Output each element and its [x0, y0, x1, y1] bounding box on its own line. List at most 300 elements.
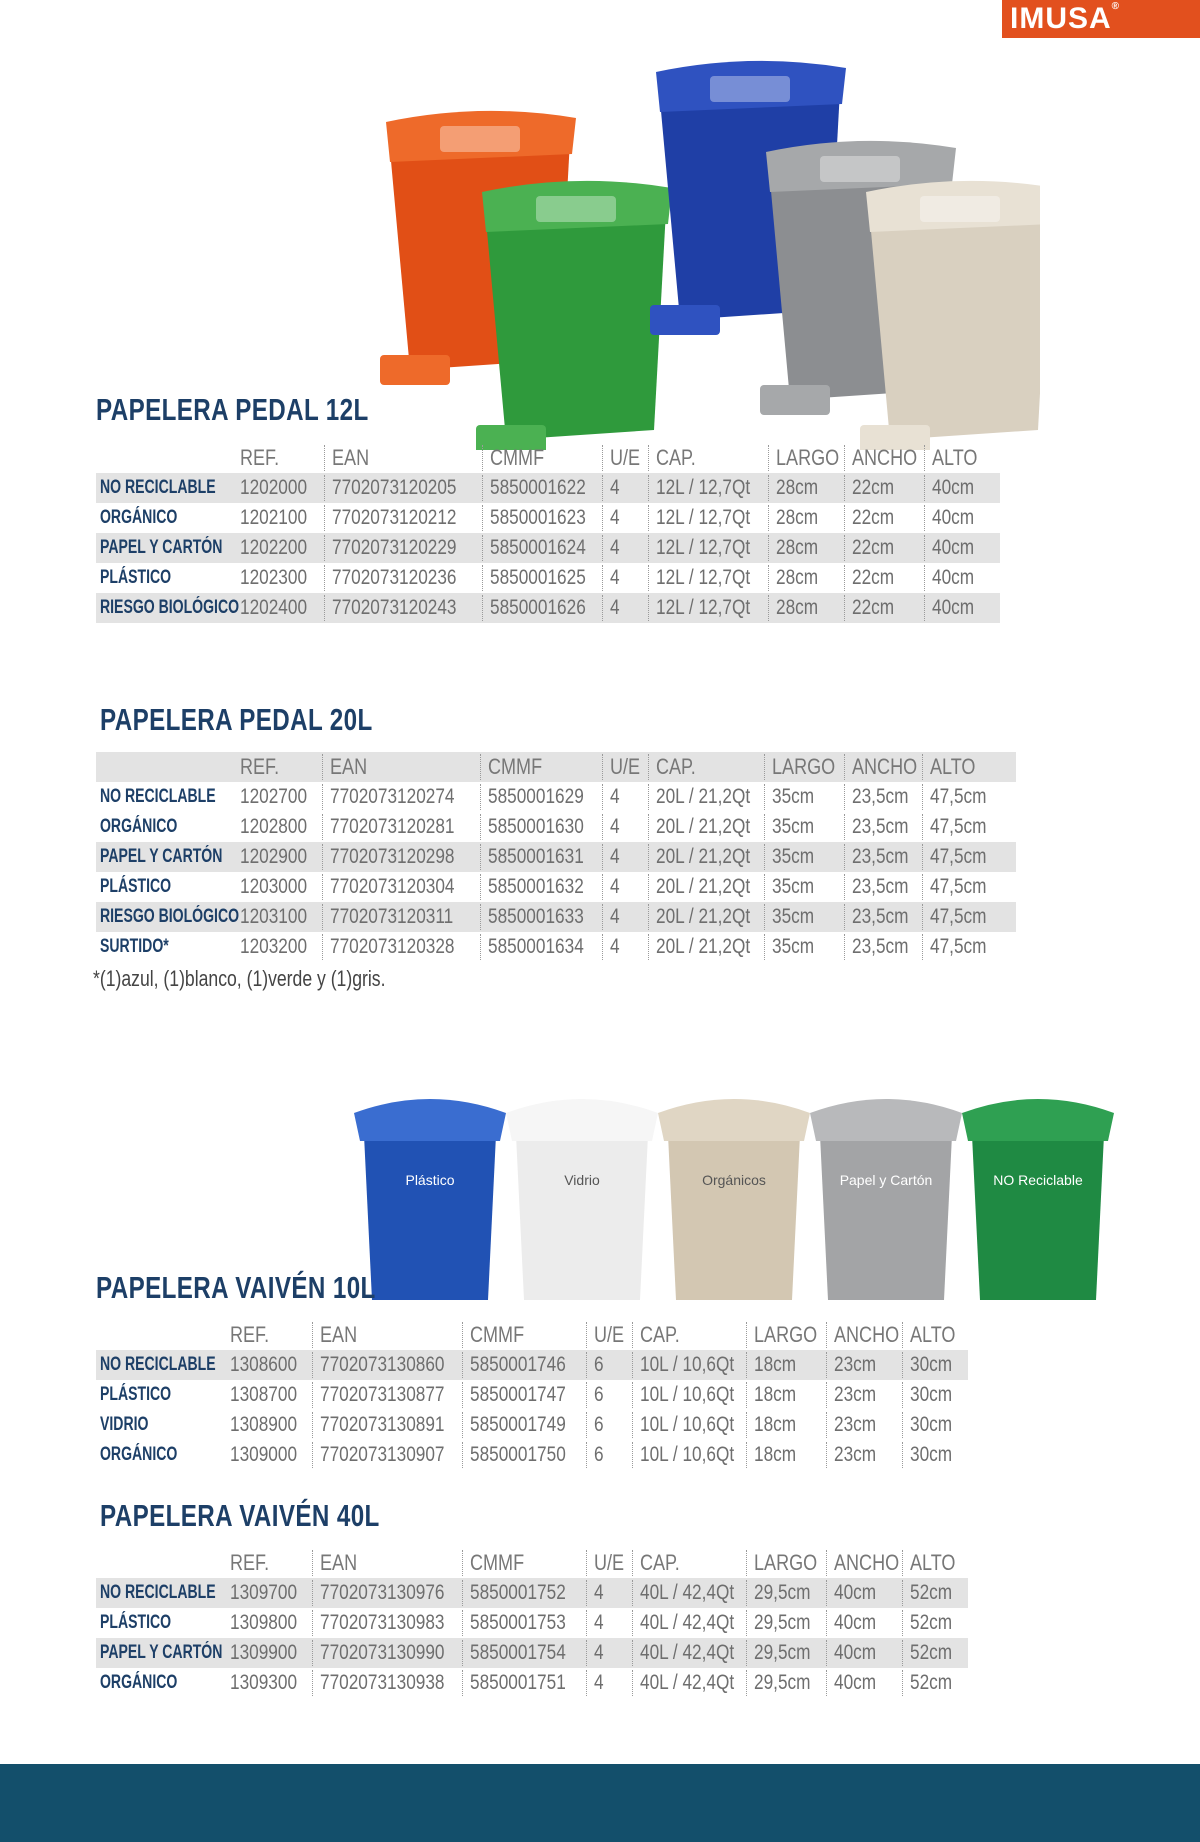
column-header: CMMF: [470, 1550, 525, 1575]
column-separator: [324, 475, 325, 501]
cell-ean: 7702073120229: [332, 536, 457, 559]
cell-ue: 4: [610, 935, 620, 958]
bin-body: [820, 1135, 952, 1300]
column-header: U/E: [610, 754, 641, 779]
column-separator: [648, 934, 649, 960]
column-separator: [482, 595, 483, 621]
column-header: LARGO: [754, 1322, 818, 1347]
cell-largo: 35cm: [772, 935, 815, 958]
column-separator: [826, 1442, 827, 1468]
cell-alto: 40cm: [932, 476, 975, 499]
cell-cmmf: 5850001753: [470, 1611, 566, 1634]
column-separator: [902, 1322, 903, 1348]
column-separator: [312, 1610, 313, 1636]
column-separator: [312, 1550, 313, 1576]
column-separator: [922, 784, 923, 810]
bin-body: [364, 1135, 496, 1300]
column-separator: [902, 1550, 903, 1576]
cell-ue: 4: [610, 845, 620, 868]
cell-alto: 47,5cm: [930, 875, 987, 898]
column-separator: [586, 1322, 587, 1348]
column-separator: [648, 874, 649, 900]
bin-label-area: [536, 196, 616, 222]
row-label: PLÁSTICO: [100, 1612, 172, 1633]
column-header: ANCHO: [834, 1322, 900, 1347]
cell-ue: 4: [610, 506, 620, 529]
column-separator: [480, 754, 481, 780]
cell-ancho: 22cm: [852, 506, 895, 529]
column-separator: [480, 934, 481, 960]
bin-body: [516, 1135, 648, 1300]
cell-ref: 1308600: [230, 1353, 298, 1376]
cell-ue: 4: [610, 875, 620, 898]
cell-alto: 40cm: [932, 506, 975, 529]
column-separator: [826, 1352, 827, 1378]
column-separator: [768, 445, 769, 471]
cell-alto: 40cm: [932, 566, 975, 589]
cell-alto: 40cm: [932, 536, 975, 559]
bin-label-area: [440, 126, 520, 152]
cell-ref: 1203200: [240, 935, 308, 958]
column-separator: [602, 754, 603, 780]
cell-alto: 52cm: [910, 1611, 953, 1634]
column-header: CMMF: [488, 754, 543, 779]
cell-ref: 1202100: [240, 506, 308, 529]
column-separator: [324, 505, 325, 531]
column-separator: [322, 754, 323, 780]
cell-ref: 1308900: [230, 1413, 298, 1436]
column-separator: [480, 874, 481, 900]
cell-ref: 1309300: [230, 1671, 298, 1694]
row-label: RIESGO BIOLÓGICO: [100, 906, 240, 927]
column-separator: [482, 565, 483, 591]
cell-ancho: 23,5cm: [852, 815, 909, 838]
table-row: [96, 1350, 968, 1380]
column-separator: [924, 475, 925, 501]
cell-ancho: 23,5cm: [852, 875, 909, 898]
column-separator: [844, 904, 845, 930]
column-separator: [648, 844, 649, 870]
cell-ancho: 23,5cm: [852, 845, 909, 868]
column-separator: [844, 595, 845, 621]
cell-ref: 1309800: [230, 1611, 298, 1634]
column-separator: [322, 874, 323, 900]
cell-ue: 4: [610, 815, 620, 838]
column-separator: [648, 754, 649, 780]
column-header: CAP.: [656, 445, 696, 470]
column-separator: [312, 1670, 313, 1696]
cell-cap: 10L / 10,6Qt: [640, 1413, 735, 1436]
column-separator: [482, 505, 483, 531]
cell-ancho: 23,5cm: [852, 935, 909, 958]
cell-ean: 7702073120311: [330, 905, 454, 928]
cell-ref: 1308700: [230, 1383, 298, 1406]
column-separator: [844, 565, 845, 591]
table-row: [96, 473, 1000, 503]
column-separator: [844, 844, 845, 870]
cell-ref: 1202800: [240, 815, 308, 838]
section-title-vaiven-10l: PAPELERA VAIVÉN 10L: [96, 1270, 376, 1305]
cell-ean: 7702073120236: [332, 566, 457, 589]
column-separator: [648, 595, 649, 621]
cell-cmmf: 5850001749: [470, 1413, 566, 1436]
cell-ancho: 40cm: [834, 1641, 877, 1664]
column-separator: [844, 754, 845, 780]
bin-lid: [506, 1099, 658, 1141]
cell-cap: 10L / 10,6Qt: [640, 1443, 735, 1466]
cell-ref: 1202400: [240, 596, 308, 619]
swing-bin: [658, 1099, 810, 1300]
column-separator: [746, 1412, 747, 1438]
table-header: [96, 443, 1000, 473]
column-separator: [462, 1442, 463, 1468]
column-header: ALTO: [910, 1322, 956, 1347]
cell-ref: 1202900: [240, 845, 308, 868]
column-separator: [462, 1382, 463, 1408]
column-separator: [586, 1412, 587, 1438]
column-separator: [480, 844, 481, 870]
cell-ue: 6: [594, 1443, 604, 1466]
cell-cap: 10L / 10,6Qt: [640, 1383, 735, 1406]
row-label: PAPEL Y CARTÓN: [100, 846, 223, 867]
cell-ean: 7702073130938: [320, 1671, 445, 1694]
pedal: [760, 385, 830, 415]
cell-cmmf: 5850001624: [490, 536, 586, 559]
cell-largo: 29,5cm: [754, 1671, 811, 1694]
column-header: CAP.: [656, 754, 696, 779]
column-separator: [746, 1670, 747, 1696]
column-separator: [844, 934, 845, 960]
bin-body: [972, 1135, 1104, 1300]
cell-ancho: 40cm: [834, 1671, 877, 1694]
column-separator: [922, 904, 923, 930]
column-separator: [746, 1580, 747, 1606]
bin-label-area: [920, 196, 1000, 222]
column-separator: [602, 844, 603, 870]
cell-ancho: 23cm: [834, 1383, 877, 1406]
column-separator: [746, 1610, 747, 1636]
column-separator: [826, 1610, 827, 1636]
cell-alto: 52cm: [910, 1581, 953, 1604]
table-row: [96, 533, 1000, 563]
column-header: REF.: [240, 754, 280, 779]
column-separator: [764, 814, 765, 840]
row-label: NO RECICLABLE: [100, 786, 216, 807]
column-separator: [322, 844, 323, 870]
column-separator: [462, 1550, 463, 1576]
column-header: U/E: [594, 1550, 625, 1575]
column-separator: [826, 1670, 827, 1696]
column-separator: [902, 1412, 903, 1438]
cell-ue: 4: [610, 476, 620, 499]
cell-ue: 4: [610, 596, 620, 619]
table-header: [96, 752, 1016, 782]
column-separator: [768, 475, 769, 501]
column-separator: [312, 1580, 313, 1606]
cell-ref: 1202300: [240, 566, 308, 589]
row-label: NO RECICLABLE: [100, 1582, 216, 1603]
table-row: [96, 842, 1016, 872]
column-separator: [586, 1580, 587, 1606]
cell-ue: 4: [610, 536, 620, 559]
table-row: [96, 563, 1000, 593]
cell-largo: 28cm: [776, 476, 819, 499]
column-separator: [602, 505, 603, 531]
row-label: NO RECICLABLE: [100, 477, 216, 498]
swing-bins-image: [350, 1085, 1150, 1315]
column-separator: [648, 445, 649, 471]
column-separator: [322, 784, 323, 810]
cell-alto: 47,5cm: [930, 785, 987, 808]
cell-ue: 6: [594, 1413, 604, 1436]
cell-cmmf: 5850001631: [488, 845, 584, 868]
cell-ue: 4: [594, 1581, 604, 1604]
cell-alto: 52cm: [910, 1641, 953, 1664]
column-separator: [602, 784, 603, 810]
cell-ancho: 23cm: [834, 1413, 877, 1436]
column-separator: [632, 1610, 633, 1636]
swing-bin: [810, 1099, 962, 1300]
column-separator: [648, 535, 649, 561]
cell-largo: 35cm: [772, 785, 815, 808]
column-separator: [648, 814, 649, 840]
cell-ref: 1202200: [240, 536, 308, 559]
cell-ean: 7702073120281: [330, 815, 455, 838]
column-separator: [482, 475, 483, 501]
row-label: ORGÁNICO: [100, 507, 178, 528]
section-title-pedal-20l: PAPELERA PEDAL 20L: [100, 702, 373, 737]
table-header: [96, 1548, 968, 1578]
column-separator: [922, 844, 923, 870]
column-header: REF.: [230, 1322, 270, 1347]
column-separator: [844, 535, 845, 561]
column-separator: [648, 904, 649, 930]
column-separator: [482, 445, 483, 471]
cell-ean: 7702073130990: [320, 1641, 445, 1664]
cell-ean: 7702073130983: [320, 1611, 445, 1634]
table-row: [96, 1440, 968, 1470]
pedal-bins-image: [380, 30, 1040, 450]
cell-cmmf: 5850001746: [470, 1353, 566, 1376]
column-separator: [648, 505, 649, 531]
column-header: ALTO: [910, 1550, 956, 1575]
pedal: [380, 355, 450, 385]
cell-cap: 20L / 21,2Qt: [656, 935, 751, 958]
table-row: [96, 872, 1016, 902]
column-separator: [632, 1442, 633, 1468]
column-separator: [746, 1442, 747, 1468]
cell-largo: 28cm: [776, 536, 819, 559]
column-separator: [312, 1382, 313, 1408]
column-separator: [844, 475, 845, 501]
column-separator: [602, 874, 603, 900]
cell-ancho: 23,5cm: [852, 785, 909, 808]
cell-ancho: 23,5cm: [852, 905, 909, 928]
brand-logo: IMUSA®: [1002, 0, 1200, 38]
column-separator: [746, 1322, 747, 1348]
row-label: PLÁSTICO: [100, 1384, 172, 1405]
cell-ue: 4: [610, 566, 620, 589]
column-separator: [324, 595, 325, 621]
column-separator: [924, 505, 925, 531]
cell-cmmf: 5850001750: [470, 1443, 566, 1466]
cell-ean: 7702073130891: [320, 1413, 445, 1436]
cell-cap: 40L / 42,4Qt: [640, 1581, 735, 1604]
cell-cap: 20L / 21,2Qt: [656, 905, 751, 928]
column-separator: [602, 535, 603, 561]
column-separator: [768, 505, 769, 531]
table-row: [96, 812, 1016, 842]
table-row: [96, 1638, 968, 1668]
cell-cap: 10L / 10,6Qt: [640, 1353, 735, 1376]
column-header: U/E: [594, 1322, 625, 1347]
column-separator: [922, 874, 923, 900]
column-separator: [462, 1352, 463, 1378]
bin-label: NO Reciclable: [993, 1172, 1083, 1188]
cell-cap: 20L / 21,2Qt: [656, 815, 751, 838]
pedal-bin: [476, 181, 672, 450]
bin-lid: [810, 1099, 962, 1141]
table-row: [96, 1410, 968, 1440]
column-separator: [586, 1550, 587, 1576]
column-separator: [924, 535, 925, 561]
column-separator: [844, 814, 845, 840]
cell-cmmf: 5850001634: [488, 935, 584, 958]
column-separator: [902, 1640, 903, 1666]
column-separator: [764, 754, 765, 780]
column-header: ALTO: [930, 754, 976, 779]
column-separator: [586, 1640, 587, 1666]
cell-ean: 7702073130877: [320, 1383, 445, 1406]
cell-ref: 1309000: [230, 1443, 298, 1466]
cell-ref: 1309700: [230, 1581, 298, 1604]
column-separator: [462, 1670, 463, 1696]
row-label: NO RECICLABLE: [100, 1354, 216, 1375]
cell-alto: 30cm: [910, 1443, 953, 1466]
column-separator: [632, 1670, 633, 1696]
cell-ue: 4: [594, 1671, 604, 1694]
footnote-surtido: *(1)azul, (1)blanco, (1)verde y (1)gris.: [93, 966, 386, 991]
column-header: LARGO: [772, 754, 836, 779]
column-separator: [462, 1610, 463, 1636]
table-row: [96, 1380, 968, 1410]
cell-ref: 1203000: [240, 875, 308, 898]
column-separator: [602, 595, 603, 621]
column-separator: [482, 535, 483, 561]
column-separator: [768, 565, 769, 591]
column-separator: [312, 1442, 313, 1468]
column-separator: [312, 1352, 313, 1378]
column-separator: [602, 934, 603, 960]
cell-ean: 7702073120212: [332, 506, 457, 529]
cell-cmmf: 5850001622: [490, 476, 586, 499]
column-header: CMMF: [490, 445, 545, 470]
cell-alto: 52cm: [910, 1671, 953, 1694]
column-separator: [764, 904, 765, 930]
cell-largo: 29,5cm: [754, 1581, 811, 1604]
cell-largo: 18cm: [754, 1353, 797, 1376]
column-separator: [746, 1550, 747, 1576]
column-separator: [764, 844, 765, 870]
cell-ean: 7702073130976: [320, 1581, 445, 1604]
column-separator: [902, 1580, 903, 1606]
cell-ref: 1203100: [240, 905, 308, 928]
bin-label-area: [820, 156, 900, 182]
cell-cap: 12L / 12,7Qt: [656, 566, 751, 589]
footer-bar: [0, 1764, 1200, 1842]
column-separator: [922, 934, 923, 960]
cell-ean: 7702073120274: [330, 785, 455, 808]
cell-ean: 7702073130907: [320, 1443, 445, 1466]
column-separator: [586, 1442, 587, 1468]
cell-largo: 35cm: [772, 815, 815, 838]
cell-cap: 40L / 42,4Qt: [640, 1611, 735, 1634]
column-separator: [462, 1580, 463, 1606]
column-separator: [632, 1382, 633, 1408]
column-separator: [924, 565, 925, 591]
column-separator: [924, 595, 925, 621]
table-row: [96, 902, 1016, 932]
column-header: LARGO: [754, 1550, 818, 1575]
row-label: SURTIDO*: [100, 936, 169, 957]
column-separator: [322, 934, 323, 960]
cell-alto: 30cm: [910, 1383, 953, 1406]
column-separator: [586, 1352, 587, 1378]
bin-lid: [658, 1099, 810, 1141]
column-separator: [902, 1610, 903, 1636]
column-separator: [480, 904, 481, 930]
column-header: EAN: [320, 1322, 358, 1347]
column-header: CAP.: [640, 1550, 680, 1575]
cell-ean: 7702073120304: [330, 875, 455, 898]
cell-ancho: 22cm: [852, 476, 895, 499]
column-separator: [312, 1412, 313, 1438]
cell-cap: 20L / 21,2Qt: [656, 845, 751, 868]
column-separator: [632, 1412, 633, 1438]
cell-ancho: 40cm: [834, 1581, 877, 1604]
row-label: PAPEL Y CARTÓN: [100, 1642, 223, 1663]
cell-ancho: 22cm: [852, 596, 895, 619]
column-separator: [602, 814, 603, 840]
column-separator: [632, 1640, 633, 1666]
column-separator: [902, 1442, 903, 1468]
swing-bin: [962, 1099, 1114, 1300]
row-label: PAPEL Y CARTÓN: [100, 537, 223, 558]
column-separator: [480, 784, 481, 810]
cell-largo: 29,5cm: [754, 1641, 811, 1664]
cell-cap: 20L / 21,2Qt: [656, 785, 751, 808]
bin-label: Orgánicos: [702, 1172, 766, 1188]
cell-largo: 18cm: [754, 1383, 797, 1406]
column-header: EAN: [332, 445, 370, 470]
column-separator: [844, 784, 845, 810]
bin-label-area: [710, 76, 790, 102]
bin-lid: [354, 1099, 506, 1141]
table-row: [96, 1668, 968, 1698]
column-separator: [826, 1382, 827, 1408]
cell-cmmf: 5850001626: [490, 596, 586, 619]
row-label: ORGÁNICO: [100, 816, 178, 837]
cell-largo: 28cm: [776, 506, 819, 529]
cell-ue: 4: [594, 1641, 604, 1664]
column-separator: [902, 1670, 903, 1696]
bin-label: Vidrio: [564, 1172, 600, 1188]
cell-alto: 47,5cm: [930, 935, 987, 958]
column-separator: [602, 475, 603, 501]
cell-ref: 1309900: [230, 1641, 298, 1664]
cell-largo: 18cm: [754, 1443, 797, 1466]
cell-ancho: 23cm: [834, 1443, 877, 1466]
